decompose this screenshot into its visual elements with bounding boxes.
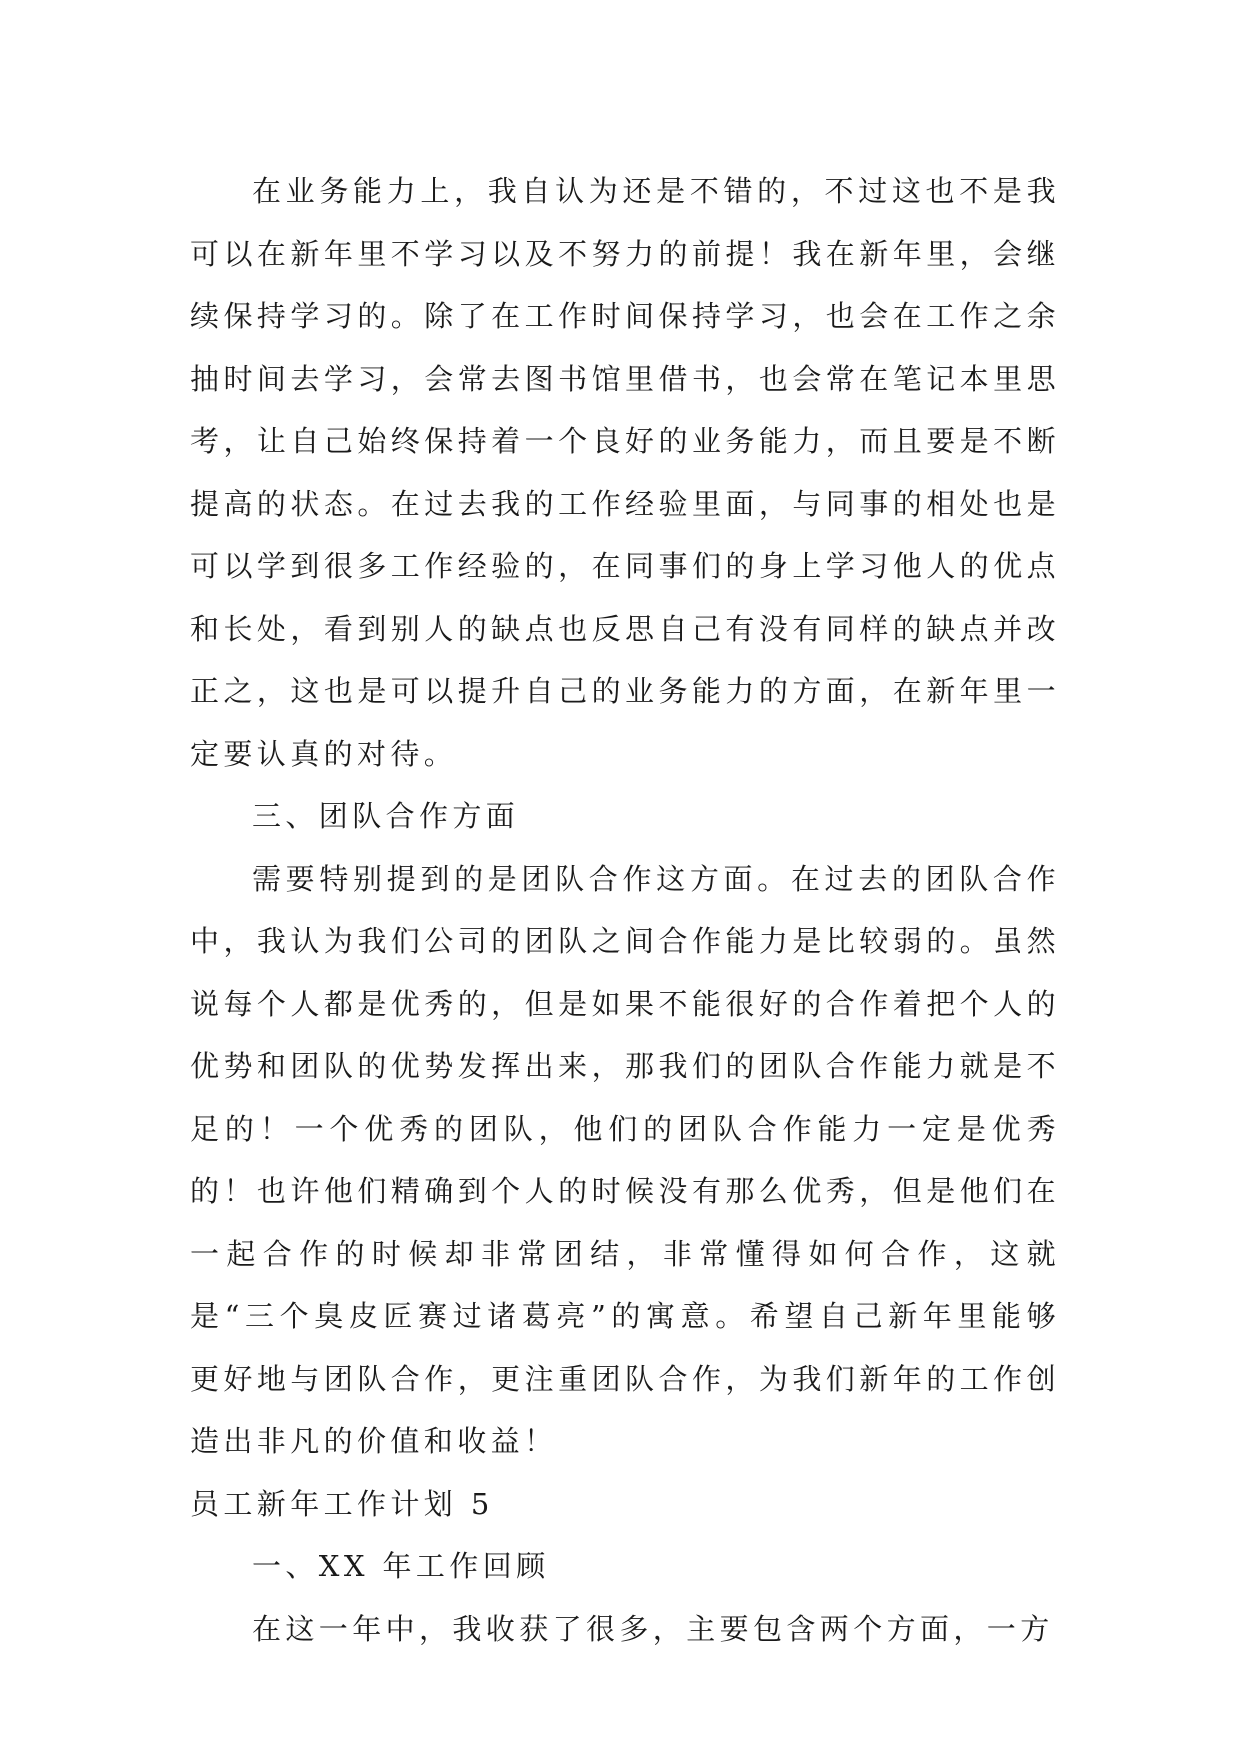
section-heading-review: 一、XX 年工作回顾 (252, 1549, 550, 1583)
paragraph-business-ability: 在业务能力上，我自认为还是不错的，不过这也不是我可以在新年里不学习以及不努力的前提！我在新年里，会继续保持学习的。除了在工作时间保持学习，也会在工作之余抽时间去学习，会常去图书馆里借书，也会常在笔记本里思考，让自己始终保持着一个良好的业务能力，而且要是不断提高的状态。在过去我的工作经验里面，与同事的相处也是可以学到很多工作经验的，在同事们的身上学习他人的优点和长处，看到别人的缺点也反思自己有没有同样的缺点并改正之，这也是可以提升自己的业务能力的方面，在新年里一定要认真的对待。 (190, 174, 1060, 771)
paragraph-teamwork: 需要特别提到的是团队合作这方面。在过去的团队合作中，我认为我们公司的团队之间合作能力是比较弱的。虽然说每个人都是优秀的，但是如果不能很好的合作着把个人的优势和团队的优势发挥出来，那我们的团队合作能力就是不足的！一个优秀的团队，他们的团队合作能力一定是优秀的！也许他们精确到个人的时候没有那么优秀，但是他们在一起合作的时候却非常团结，非常懂得如何合作，这就是“三个臭皮匠赛过诸葛亮”的寓意。希望自己新年里能够更好地与团队合作，更注重团队合作，为我们新年的工作创造出非凡的价值和收益！ (190, 861, 1060, 1458)
section-heading-teamwork: 三、团队合作方面 (252, 799, 520, 833)
document-body (190, 160, 1060, 1660)
paragraph-review-start: 在这一年中，我收获了很多，主要包含两个方面，一方 (252, 1611, 1054, 1646)
document-title-plan-5: 员工新年工作计划 5 (190, 1486, 494, 1521)
